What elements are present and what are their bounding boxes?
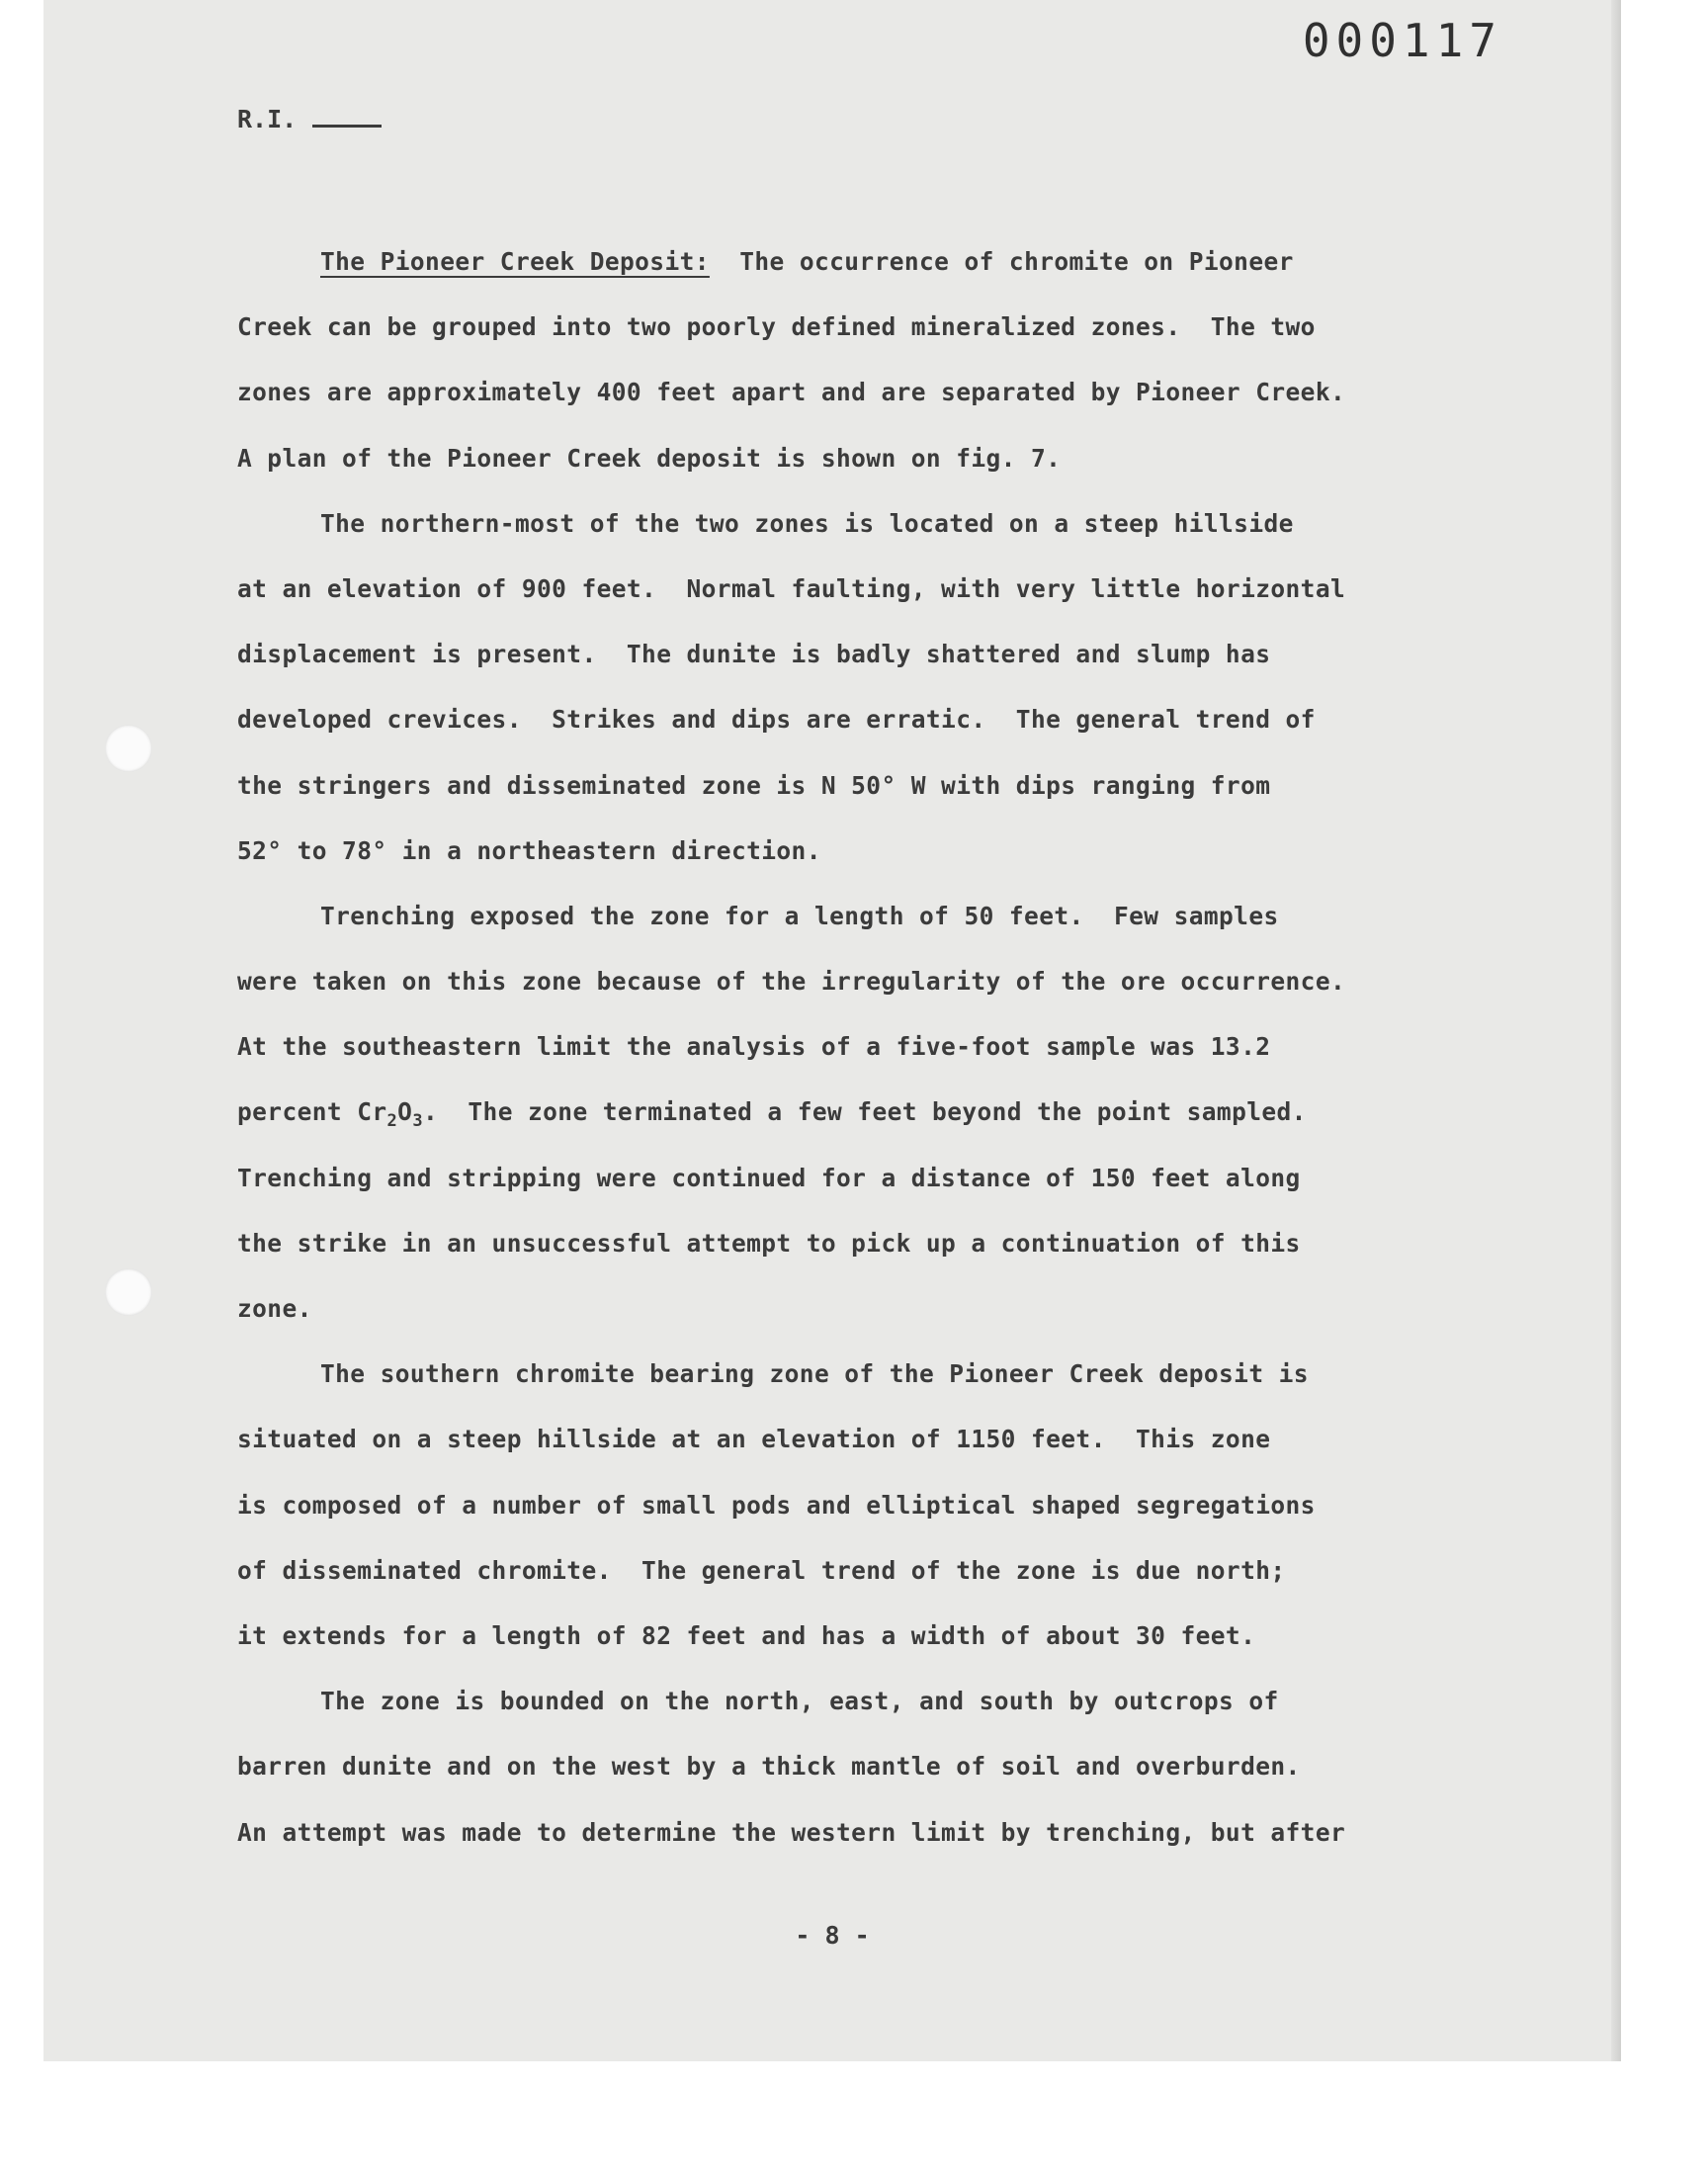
text-line: The northern-most of the two zones is located on a steep hillside [320,508,1294,538]
text-line: Trenching and stripping were continued for a distance of 150 feet along [237,1163,1301,1192]
body-text [237,229,1512,1866]
subscript-2: 2 [386,1111,398,1132]
punch-hole-top [105,725,152,772]
text-line: were taken on this zone because of the irregularity of the ore occurrence. [237,967,1346,997]
text-line: Creek can be grouped into two poorly defined mineralized zones. The two [237,312,1316,342]
text-line: An attempt was made to determine the western limit by trenching, but after [237,1817,1346,1847]
text-line-fragment: percent Cr [237,1097,387,1127]
ri-blank-line [312,111,382,128]
page-number: - 8 - [795,1921,870,1950]
document-page [43,0,1621,2061]
text-line: The zone is bounded on the north, east, and south by outcrops of [320,1687,1279,1716]
text-line: the stringers and disseminated zone is N 50° W with dips ranging from [237,770,1271,800]
text-line-fragment: The occurrence of chromite on Pioneer [739,247,1294,276]
text-line: At the southeastern limit the analysis of a five-foot sample was 13.2 [237,1032,1271,1062]
text-line-fragment: O [397,1097,413,1127]
text-line: 52° to 78° in a northeastern direction. [237,835,821,865]
text-line: developed crevices. Strikes and dips are erratic. The general trend of [237,705,1316,735]
section-heading: The Pioneer Creek Deposit: [320,247,710,276]
text-line: The southern chromite bearing zone of the Pioneer Creek deposit is [320,1359,1309,1389]
text-line: situated on a steep hillside at an elevation of 1150 feet. This zone [237,1425,1271,1454]
punch-hole-bottom [105,1268,152,1316]
text-line: zones are approximately 400 feet apart and are separated by Pioneer Creek. [237,378,1346,407]
text-line: is composed of a number of small pods and elliptical shaped segregations [237,1490,1316,1520]
text-line: A plan of the Pioneer Creek deposit is shown on fig. 7. [237,443,1062,473]
document-stamp-number: 000117 [1302,14,1502,67]
text-line: zone. [237,1294,312,1323]
text-line: Trenching exposed the zone for a length of 50 feet. Few samples [320,901,1279,930]
text-line: of disseminated chromite. The general trend of the zone is due north; [237,1555,1286,1585]
text-line: displacement is present. The dunite is badly shattered and slump has [237,640,1271,669]
subscript-3: 3 [412,1111,423,1132]
text-line [237,229,1512,295]
ri-label [237,105,382,133]
text-line: at an elevation of 900 feet. Normal faulting, with very little horizontal [237,573,1346,603]
text-line: the strike in an unsuccessful attempt to pick up a continuation of this [237,1228,1301,1258]
text-line: it extends for a length of 82 feet and has a width of about 30 feet. [237,1620,1256,1650]
text-line-formula [237,1080,1512,1145]
ri-label-text: R.I. [237,105,298,133]
text-line: barren dunite and on the west by a thick mantle of soil and overburden. [237,1752,1301,1782]
text-line-fragment: . The zone terminated a few feet beyond the point sampled. [422,1097,1307,1127]
